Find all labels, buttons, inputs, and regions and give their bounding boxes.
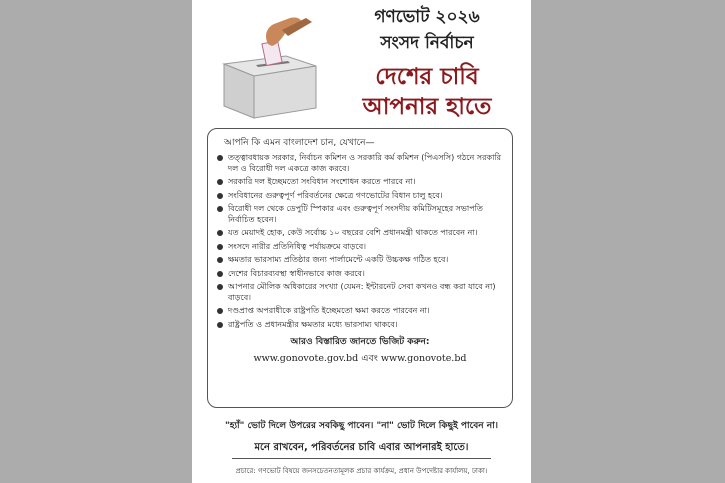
website-joiner: এবং [361,353,378,364]
bullet-icon [217,322,223,328]
list-item: দণ্ডপ্রাপ্ত অপরাধীকে রাষ্ট্রপতি ইচ্ছেমতো ক্ষমা করতে পারবেন না। [214,306,506,317]
intro-text: আপনি কি এমন বাংলাদেশ চান, যেখানে— [224,138,375,148]
list-item: বিরোধী দল থেকে ডেপুটি স্পিকার এবং গুরুত্বপূর্ণ সংসদীয় কমিটিসমূহের সভাপতি নির্বাচিত হবেন। [214,204,506,225]
list-item: সংবিধানের গুরুত্বপূর্ণ পরিবর্তনের ক্ষেত্রে গণভোটের বিধান চালু হবে। [214,191,506,202]
website-link[interactable]: www.gonovote.bd [380,353,467,364]
list-item: যত মেয়াদই হোক, কেউ সর্বোচ্চ ১০ বছরের বেশি প্রধানমন্ত্রী থাকতে পারবেন না। [214,228,506,239]
poster-title: গণভোট ২০২৬ [374,7,480,27]
poster-subtitle: সংসদ নির্বাচন [380,33,474,53]
bullet-icon [217,230,223,236]
list-item: রাষ্ট্রপতি ও প্রধানমন্ত্রীর ক্ষমতার মধ্যে ভারসাম্য থাকবে। [214,320,506,331]
blurred-background-left [0,0,192,483]
reform-points-box [207,128,513,408]
website-links [214,352,506,367]
divider [232,458,491,459]
more-info-text: আরও বিস্তারিত জানতে ভিজিট করুন: [290,337,430,347]
remember-statement: মনে রাখবেন, পরিবর্তনের চাবি এবার আপনারই হাতে। [254,442,469,453]
bullet-icon [217,257,223,263]
slogan-line-1: দেশের চাবি [375,64,479,90]
list-item: সংসদে নারীর প্রতিনিধিত্ব পর্যায়ক্রমে বাড়বে। [214,242,506,253]
bullet-icon [217,193,223,199]
bullet-icon [217,244,223,250]
list-item: সরকারি দল ইচ্ছেমতো সংবিধান সংশোধন করতে পারবে না। [214,177,506,188]
list-item: ক্ষমতার ভারসাম্য প্রতিষ্ঠার জন্য পার্লামেন্টে একটি উচ্চকক্ষ গঠিত হবে। [214,255,506,266]
list-item: আপনার মৌলিক অধিকারের সংখ্যা (যেমন: ইন্টারনেট সেবা কখনও বন্ধ করা যাবে না) বাড়বে। [214,282,506,303]
reform-list [214,153,506,330]
slogan-line-2: আপনার হাতে [362,94,492,120]
bullet-icon [217,179,223,185]
bullet-icon [217,284,223,290]
vote-statement: "হ্যাঁ" ভোট দিলে উপরের সবকিছু পাবেন। "না" ভোট দিলে কিছুই পাবেন না। [225,421,498,431]
bullet-icon [217,271,223,277]
footer-credit: প্রচারে: গণভোট বিষয়ে জনসচেতনতামূলক প্রচার কার্যক্রম, প্রধান উপদেষ্টার কার্যালয়, ঢাকা। [235,467,488,475]
bullet-icon [217,155,223,161]
blurred-background-right [531,0,725,483]
bullet-icon [217,206,223,212]
ballot-box-icon [216,14,326,122]
list-item: তত্ত্বাবধায়ক সরকার, নির্বাচন কমিশন ও সরকারি কর্ম কমিশন (পিএসসি) গঠনে সরকারি দল ও বিরোধী দল একত্রে কাজ করবে। [214,153,506,174]
bullet-icon [217,308,223,314]
referendum-poster [192,0,531,483]
list-item: দেশের বিচারব্যবস্থা স্বাধীনভাবে কাজ করবে। [214,269,506,280]
website-link-gov[interactable]: www.gonovote.gov.bd [253,353,359,364]
